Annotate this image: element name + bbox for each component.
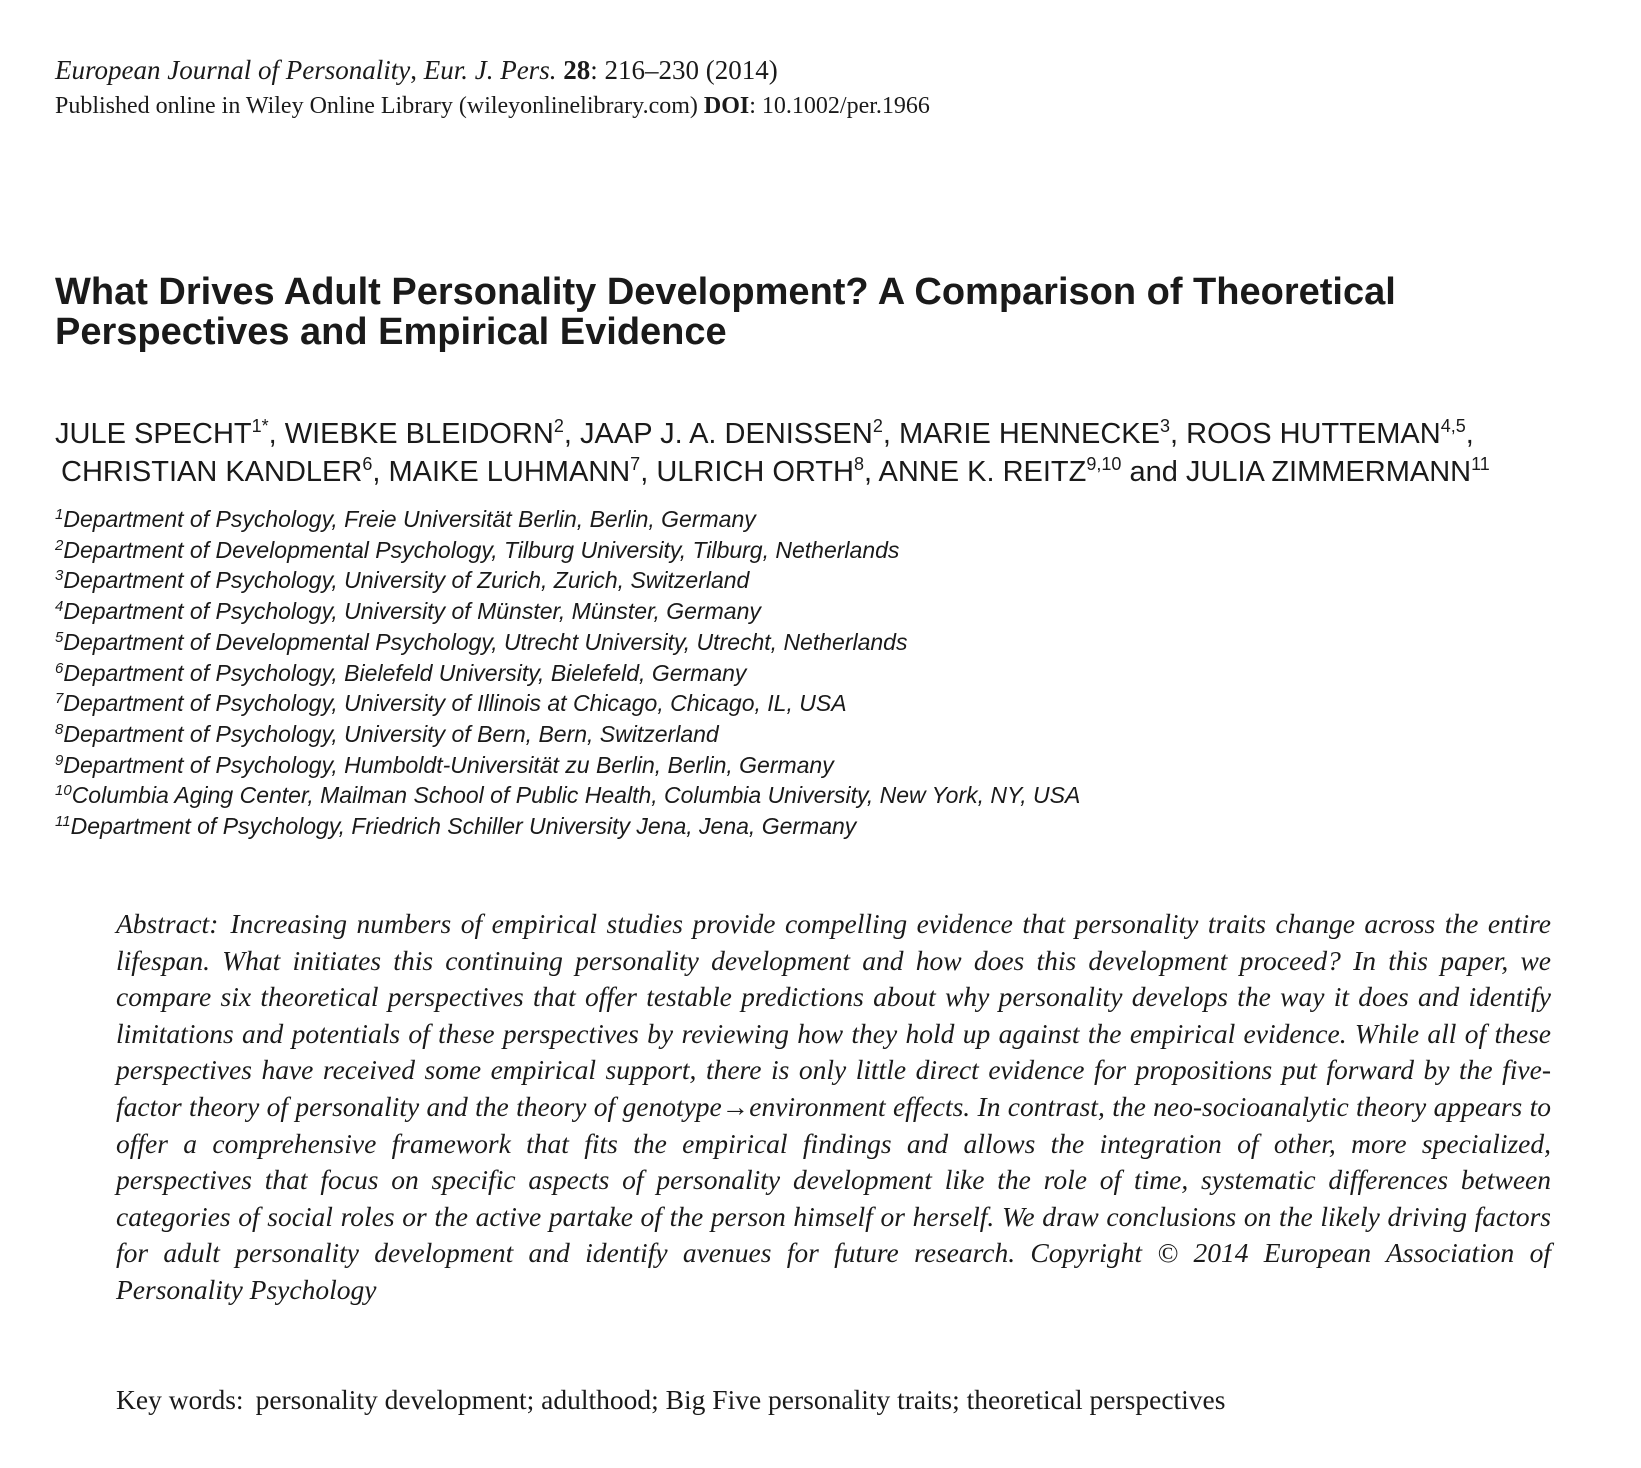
author-sep: , bbox=[268, 418, 285, 450]
affiliation-item bbox=[55, 719, 1080, 750]
author-sup: 11 bbox=[1471, 454, 1490, 474]
affiliation-number: 2 bbox=[55, 536, 64, 554]
affiliation-text: Columbia Aging Center, Mailman School of Public Health, Columbia University, New York, NY, USA bbox=[71, 782, 1081, 809]
author-name: ANNE K. REITZ bbox=[878, 456, 1087, 488]
author-name: JAAP J. A. DENISSEN bbox=[580, 418, 873, 450]
author-name: MAIKE LUHMANN bbox=[388, 456, 631, 488]
author-sep: , bbox=[640, 456, 657, 488]
doi-value: : 10.1002/per.1966 bbox=[749, 93, 930, 119]
affiliation-item bbox=[55, 688, 1080, 719]
affiliation-number: 1 bbox=[55, 506, 64, 523]
author-sup: 2 bbox=[553, 416, 564, 436]
author-line-2 bbox=[55, 453, 1615, 491]
affiliation-item bbox=[55, 811, 1080, 842]
affiliation-number: 10 bbox=[55, 782, 72, 800]
journal-pages: : 216–230 (2014) bbox=[590, 55, 778, 85]
author-name: MARIE HENNECKE bbox=[898, 418, 1160, 450]
publication-info bbox=[55, 88, 930, 124]
affiliation-item bbox=[55, 535, 1080, 566]
affiliation-text: Department of Psychology, University of Zurich, Zurich, Switzerland bbox=[63, 567, 750, 594]
affiliation-text: Department of Psychology, University of Illinois at Chicago, Chicago, IL, USA bbox=[63, 690, 847, 717]
affiliation-text: Department of Developmental Psychology, Utrecht University, Utrecht, Netherlands bbox=[63, 628, 908, 655]
journal-header bbox=[55, 52, 930, 124]
abstract-text: Increasing numbers of empirical studies provide compelling evidence that personality traits change across the entire lifespan. What initiates this continuing personality development and how does this development proceed? In this paper, we compare six theoretical perspectives that offer testable predictions about why personality develops the way it does and identify limitations and potentials of these perspectives by reviewing how they hold up against the empirical evidence. While all of these perspectives have received some empirical support, there is only little direct evidence for propositions put forward by the five-factor theory of personality and the theory of genotype→environment effects. In contrast, the neo-socioanalytic theory appears to offer a comprehensive framework that fits the empirical findings and allows the integration of other, more specialized, perspectives that focus on specific aspects of personality development like the role of time, systematic differences between categories of social roles or the active partake of the person himself or herself. We draw conclusions on the likely driving factors for adult personality development and identify avenues for future research. Copyright © 2014 European Association of Personality Psychology bbox=[116, 908, 1551, 1305]
affiliation-number: 5 bbox=[55, 628, 64, 646]
affiliation-item bbox=[55, 565, 1080, 596]
affiliation-item bbox=[55, 780, 1080, 811]
author-sep: , bbox=[863, 456, 879, 488]
affiliation-number: 8 bbox=[55, 720, 64, 738]
author-name: ULRICH ORTH bbox=[656, 456, 854, 488]
affiliation-number: 11 bbox=[55, 813, 71, 831]
author-sup: 4,5 bbox=[1440, 416, 1466, 436]
affiliation-number: 9 bbox=[55, 751, 64, 769]
journal-name-comma: , bbox=[410, 55, 424, 85]
affiliation-list bbox=[55, 504, 1080, 842]
author-sep: , bbox=[372, 456, 389, 488]
journal-abbrev: Eur. J. Pers. bbox=[423, 55, 557, 85]
journal-name: European Journal of Personality bbox=[55, 55, 411, 85]
doi-label: DOI bbox=[703, 93, 750, 119]
affiliation-number: 7 bbox=[55, 690, 64, 708]
affiliation-item bbox=[55, 504, 1080, 535]
author-name: WIEBKE BLEIDORN bbox=[284, 418, 554, 450]
author-list bbox=[55, 415, 1615, 491]
keywords-label: Key words: bbox=[116, 1384, 244, 1415]
published-online: Published online in Wiley Online Library (wileyonlinelibrary.com) bbox=[55, 93, 698, 119]
author-name: JULE SPECHT bbox=[55, 418, 252, 450]
author-sup: 2 bbox=[872, 416, 883, 436]
author-line-1 bbox=[55, 415, 1615, 453]
keywords bbox=[116, 1382, 1225, 1418]
affiliation-text: Department of Psychology, Bielefeld University, Bielefeld, Germany bbox=[63, 659, 747, 686]
author-name: ROOS HUTTEMAN bbox=[1186, 418, 1441, 450]
affiliation-number: 4 bbox=[55, 598, 64, 616]
affiliation-item bbox=[55, 596, 1080, 627]
author-sep: , bbox=[882, 418, 899, 450]
affiliation-item bbox=[55, 750, 1080, 781]
abstract bbox=[116, 906, 1551, 1309]
affiliation-text: Department of Psychology, Freie Universität Berlin, Berlin, Germany bbox=[63, 506, 756, 532]
author-sep: , bbox=[563, 418, 581, 450]
author-sep: , bbox=[1170, 418, 1187, 450]
author-sep: , bbox=[1465, 418, 1474, 450]
affiliation-text: Department of Developmental Psychology, Tilburg University, Tilburg, Netherlands bbox=[63, 536, 900, 563]
author-sup: 1* bbox=[251, 416, 269, 436]
journal-volume: 28 bbox=[563, 55, 591, 85]
author-sup: 3 bbox=[1160, 416, 1171, 436]
journal-citation bbox=[55, 52, 930, 88]
author-sup: 9,10 bbox=[1086, 454, 1122, 474]
author-sep: and bbox=[1121, 456, 1186, 488]
affiliation-text: Department of Psychology, Friedrich Schiller University Jena, Jena, Germany bbox=[70, 813, 857, 840]
abstract-label: Abstract: bbox=[116, 908, 219, 939]
affiliation-text: Department of Psychology, Humboldt-Universität zu Berlin, Berlin, Germany bbox=[63, 751, 834, 778]
author-sup: 7 bbox=[630, 454, 641, 474]
affiliation-item bbox=[55, 627, 1080, 658]
author-sup: 8 bbox=[853, 454, 864, 474]
paper-title: What Drives Adult Personality Development? A Comparison of Theoretical Perspectives and Empirical Evidence bbox=[55, 271, 1396, 353]
author-name: CHRISTIAN KANDLER bbox=[61, 456, 363, 488]
affiliation-text: Department of Psychology, University of Münster, Münster, Germany bbox=[63, 598, 761, 625]
affiliation-text: Department of Psychology, University of Bern, Bern, Switzerland bbox=[63, 720, 719, 747]
affiliation-number: 3 bbox=[55, 567, 64, 585]
affiliation-number: 6 bbox=[55, 659, 64, 677]
author-sup: 6 bbox=[362, 454, 373, 474]
author-name: JULIA ZIMMERMANN bbox=[1185, 456, 1472, 488]
keywords-text: personality development; adulthood; Big Five personality traits; theoretical perspectives bbox=[255, 1384, 1226, 1415]
affiliation-item bbox=[55, 658, 1080, 689]
